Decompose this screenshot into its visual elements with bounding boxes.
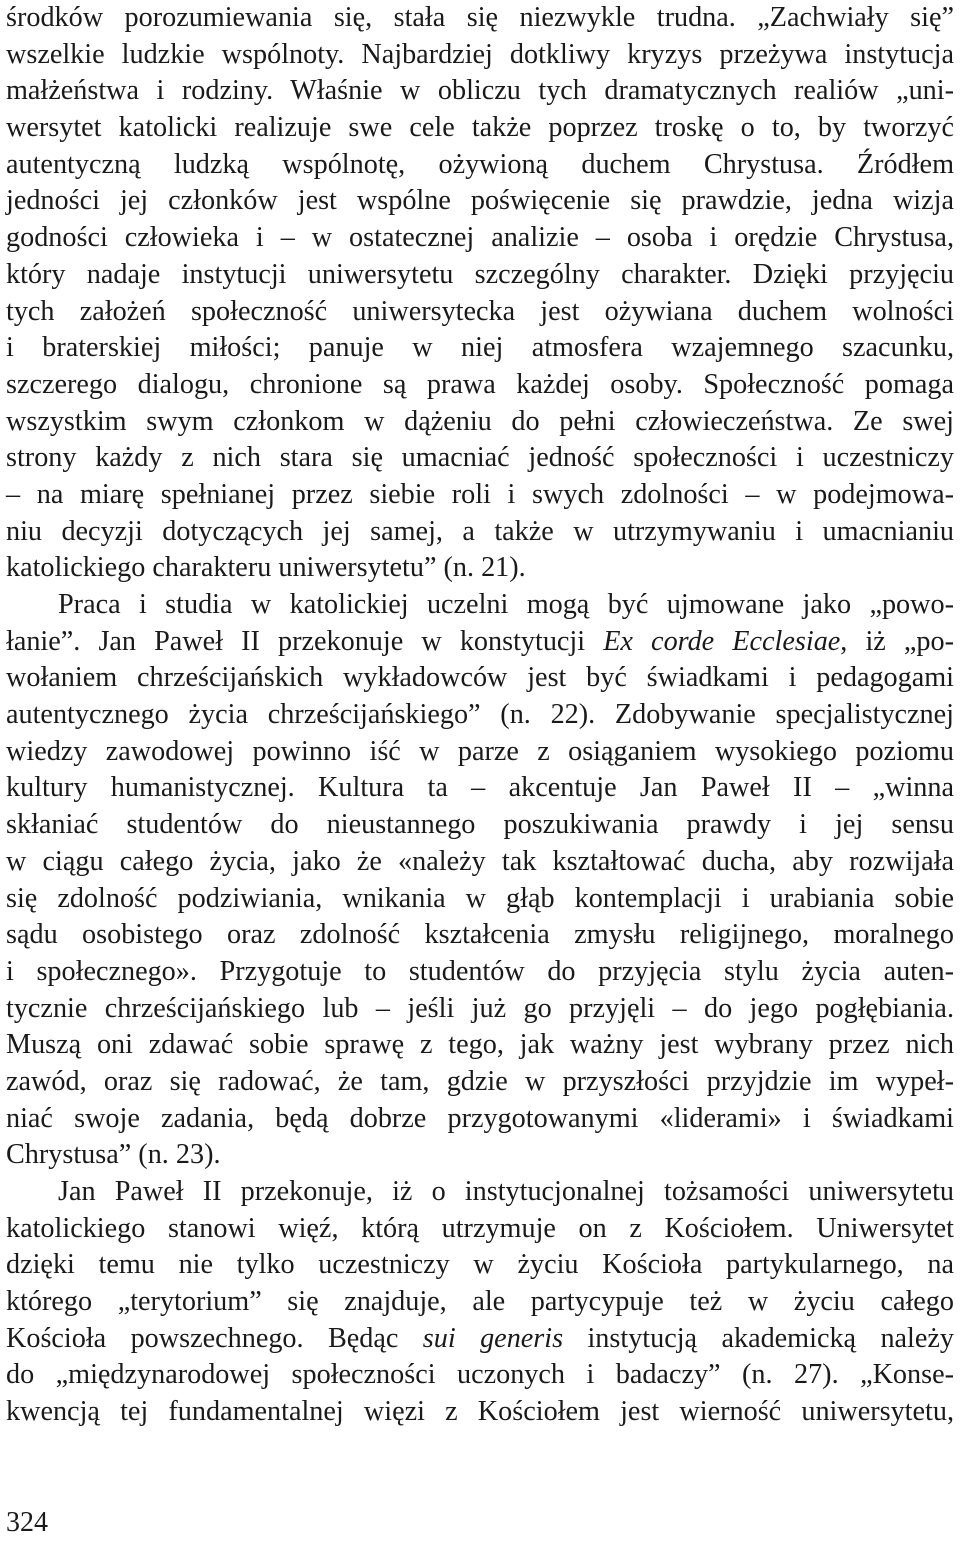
text-line: i braterskiej miłości; panuje w niej atmosfera wzajemnego szacunku, [6,332,954,364]
text-line: Jan Paweł II przekonuje, iż o instytucjonalnej tożsamości uniwersytetu [58,1176,954,1207]
text-line: skłaniać studentów do nieustannego poszukiwania prawdy i jej sensu [6,809,954,841]
text-line: wołaniem chrześcijańskich wykładowców jest być świadkami i pedagogami [6,662,954,694]
paragraph [6,0,954,587]
text-line: małżeństwa i rodziny. Właśnie w obliczu tych dramatycznych realiów „uni- [6,75,954,107]
text-line: szczerego dialogu, chronione są prawa każdej osoby. Społeczność pomaga [6,368,954,400]
document-page [6,0,954,1431]
italic-title: Ex corde Ecclesiae [603,625,841,657]
text-line: Muszą oni zdawać sobie sprawę z tego, jak ważny jest wybrany przez nich [6,1029,954,1061]
text-line: wszystkim swym członkom w dążeniu do pełni człowieczeństwa. Ze swej [6,405,954,437]
text-line: godności człowieka i – w ostatecznej analizie – osoba i orędzie Chrystusa, [6,222,954,254]
text-line: – na miarę spełnianej przez siebie roli i swych zdolności – w podejmowa- [6,478,954,510]
text-line: wszelkie ludzkie wspólnoty. Najbardziej dotkliwy kryzys przeżywa instytucja [6,38,954,70]
text-line: tych założeń społeczność uniwersytecka jest ożywiana duchem wolności [6,295,954,327]
text-line: dzięki temu nie tylko uczestniczy w życiu Kościoła partykularnego, na [6,1249,954,1281]
text-line: katolickiego stanowi więź, którą utrzymuje on z Kościołem. Uniwersytet [6,1212,954,1244]
text-line: Chrystusa” (n. 23). [6,1139,221,1171]
text-line: kwencją tej fundamentalnej więzi z Kościołem jest wierność uniwersytetu, [6,1396,954,1428]
text-line: zawód, oraz się radować, że tam, gdzie w przyszłości przyjdzie im wypeł- [6,1065,954,1097]
page-number: 324 [6,1507,48,1538]
paragraph [6,587,954,1174]
text-line: wiedzy zawodowej powinno iść w parze z osiąganiem wysokiego poziomu [6,735,954,767]
text-line: Praca i studia w katolickiej uczelni mogą być ujmowane jako „powo- [58,589,954,620]
text-line: niać swoje zadania, będą dobrze przygotowanymi «liderami» i świadkami [6,1102,954,1134]
text-line: Kościoła powszechnego. Będąc sui generis instytucją akademicką należy [6,1322,955,1354]
text-line: się zdolność podziwiania, wnikania w głąb kontemplacji i urabiania sobie [6,882,954,914]
text-line: którego „terytorium” się znajduje, ale partycypuje też w życiu całego [6,1286,954,1318]
italic-title: sui generis [422,1322,564,1354]
body-text [6,0,954,1431]
text-line: łanie”. Jan Paweł II przekonuje w konstytucji Ex corde Ecclesiae, iż „po- [6,625,954,657]
text-line: sądu osobistego oraz zdolność kształcenia zmysłu religijnego, moralnego [6,919,954,951]
text-line: wersytet katolicki realizuje swe cele także poprzez troskę o to, by tworzyć [6,112,954,144]
text-line: i społecznego». Przygotuje to studentów do przyjęcia stylu życia auten- [6,955,954,987]
text-line: kultury humanistycznej. Kultura ta – akcentuje Jan Paweł II – „winna [6,772,954,804]
text-line: który nadaje instytucji uniwersytetu szczególny charakter. Dzięki przyjęciu [6,258,954,290]
text-line: do „międzynarodowej społeczności uczonych i badaczy” (n. 27). „Konse- [6,1359,954,1391]
paragraph [6,1174,954,1431]
text-line: katolickiego charakteru uniwersytetu” (n. 21). [6,552,526,584]
text-line: autentycznego życia chrześcijańskiego” (n. 22). Zdobywanie specjalistycznej [6,699,954,731]
text-line: tycznie chrześcijańskiego lub – jeśli już go przyjęli – do jego pogłębiania. [6,992,954,1024]
text-line: autentyczną ludzką wspólnotę, ożywioną duchem Chrystusa. Źródłem [6,148,954,180]
text-line: niu decyzji dotyczących jej samej, a także w utrzymywaniu i umacnianiu [6,515,954,547]
text-line: strony każdy z nich stara się umacniać jedność społeczności i uczestniczy [6,442,954,474]
text-line: w ciągu całego życia, jako że «należy tak kształtować ducha, aby rozwijała [6,845,954,877]
text-line: środków porozumiewania się, stała się niezwykle trudna. „Zachwiały się” [6,2,954,33]
text-line: jedności jej członków jest wspólne poświęcenie się prawdzie, jedna wizja [6,185,954,217]
